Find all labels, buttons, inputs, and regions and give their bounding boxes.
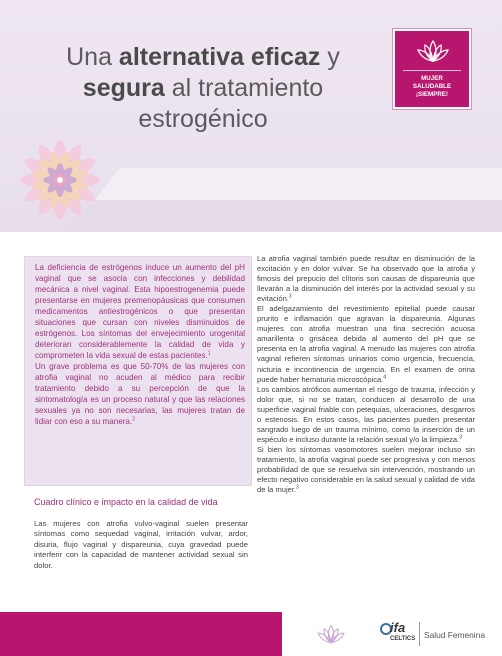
right-column: [257, 254, 475, 495]
lotus-icon: [415, 37, 451, 65]
intro-paragraph-1: La deficiencia de estrógenos induce un aumento del pH vaginal que se asocia con infecciones y debilidad mecánica a nivel vaginal. Esta hipoestrogenemia puede presentarse en mujeres premenopáusicas que consumen medicamentos antiestrogénicos o que presentan situaciones que cursan con niveles disminuidos de estrógenos. Los síntomas del envejecimiento urogenital deterioran considerablemente la calidad de vida y comprometen la vida sexual de estas pacientes.$^1$: [35, 263, 245, 360]
right-paragraph-4: Si bien los síntomas vasomotores suelen mejorar incluso sin tratamiento, la atrofia vaginal puede ser progresiva y con menos probabilidad de que se resuelva sin intervención, mostrando un efecto negativo considerable en la salud sexual y calidad de vida de la mujer.$^3$: [257, 444, 475, 495]
footer-divider: [419, 622, 420, 646]
flower-decoration: [14, 134, 106, 226]
badge-separator: [403, 70, 461, 71]
intro-box: [24, 256, 252, 486]
right-paragraph-2: El adelgazamiento del revestimiento epitelial puede causar prurito e inflamación que agravan la dispareunia. Algunas mujeres con atrofia muestran una fina secreción acuosa amarillenta o grisácea debida al aumento del pH que se presenta en la atrofia vaginal. A menudo las mujeres con atrofia vaginal refieren síntomas urinarios como urgencia, frecuencia, nicturia e incontinencia de urgencia. En el examen de orina puede haber hematuria microscópica.$^4$: [257, 304, 475, 384]
footer-lotus-icon: [314, 622, 348, 646]
badge-text: MUJER SALUDABLE ¡SIEMPRE!: [412, 75, 452, 98]
footer-accent-bar: [0, 612, 282, 656]
intro-paragraph-2: Un grave problema es que 50-70% de las mujeres con atrofia vaginal no acuden al médico para recibir tratamiento debido a su percepción de que la sintomatología es un proceso natural y que las relaciones sexuales ya no son necesarias, las mujeres tratan de lidiar con eso a su manera.$^2$: [35, 362, 245, 426]
ifa-logo: ifa CELTICS: [380, 620, 420, 650]
right-paragraph-3: Los cambios atróficos aumentan el riesgo de trauma, infección y dolor que, si no se tratan, conducen al desarrollo de una superficie vaginal friable con petequias, ulceraciones, desgarros o estenosis. En estos casos, las pacientes pueden presentar sangrado luego de un trauma mínimo, como la inserción de un espéculo e incluso durante la relación sexual y/o la limpieza.$^3$: [257, 384, 475, 444]
right-paragraph-1: La atrofia vaginal también puede resultar en disminución de la excitación y en dolor vulvar. Se ha observado que la atrofia y fimosis del prepucio del clítoris son causas de dispareunia que llevarán a la disminución del interés por la actividad sexual y su evitación.$^3$: [257, 254, 475, 304]
mujer-saludable-badge: [393, 29, 471, 109]
left-column-text: Las mujeres con atrofia vulvo-vaginal suelen presentar síntomas como sequedad vaginal, irritación vulvar, ardor, disuria, flujo vaginal y dispareunia, cuya gravedad puede interferir con la capacidad de mantener actividad sexual sin dolor.: [34, 519, 248, 570]
page-title: Una alternativa eficaz y segura al tratamiento estrogénico: [66, 43, 340, 133]
section-heading: Cuadro clínico e impacto en la calidad de vida: [34, 497, 218, 507]
footer-brand-label: Salud Femenina: [424, 630, 485, 640]
